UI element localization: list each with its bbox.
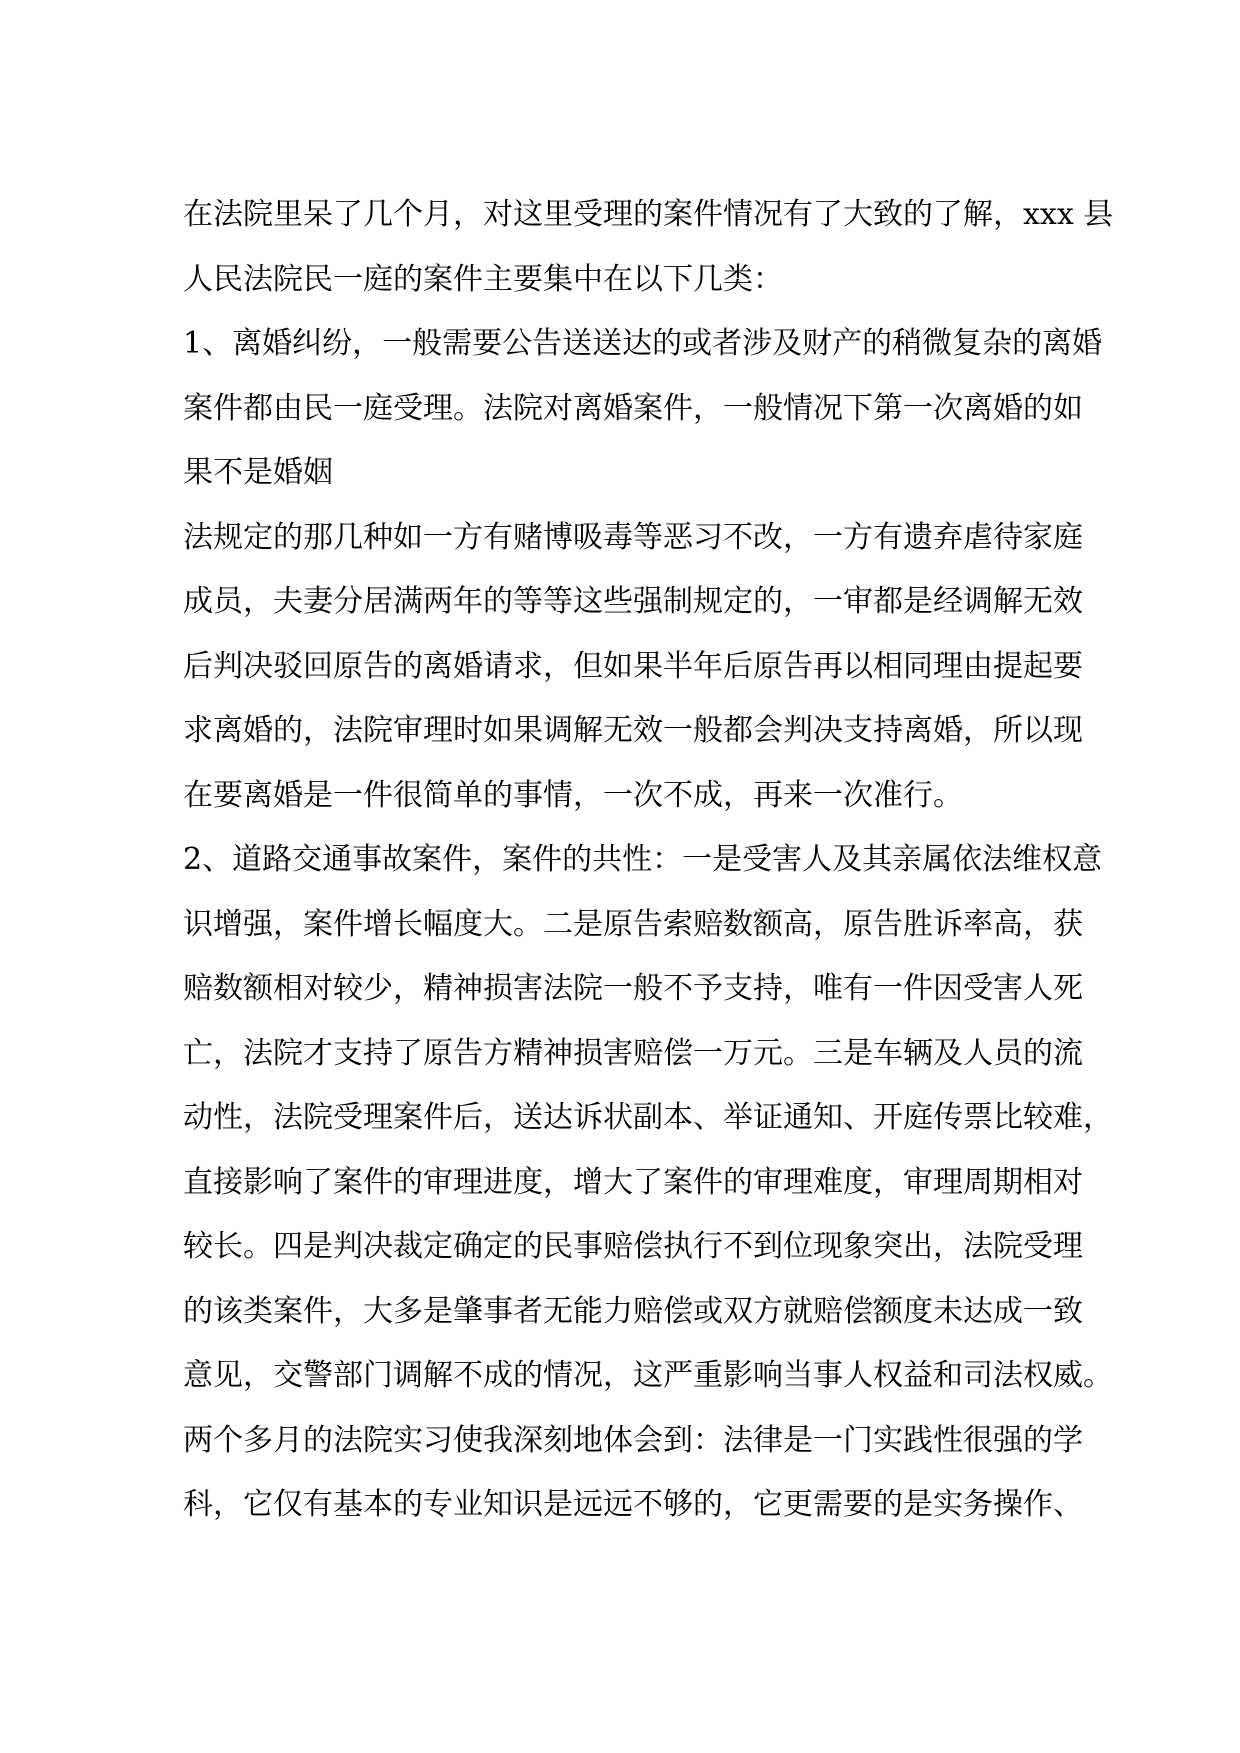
text-line: 科，它仅有基本的专业知识是远远不够的，它更需要的是实务操作、: [183, 1487, 1083, 1522]
text-line: 成员，夫妻分居满两年的等等这些强制规定的，一审都是经调解无效: [183, 584, 1083, 619]
text-line: 案件都由民一庭受理。法院对离婚案件，一般情况下第一次离婚的如: [183, 390, 1083, 426]
text-line: 识增强，案件增长幅度大。二是原告索赔数额高，原告胜诉率高，获: [183, 906, 1083, 942]
text-line: 在要离婚是一件很简单的事情，一次不成，再来一次准行。: [183, 777, 963, 813]
text-line: 动性，法院受理案件后，送达诉状副本、举证通知、开庭传票比较难，: [183, 1100, 1113, 1135]
text-line: 赔数额相对较少，精神损害法院一般不予支持，唯有一件因受害人死: [183, 971, 1083, 1006]
text-line: 求离婚的，法院审理时如果调解无效一般都会判决支持离婚，所以现: [183, 713, 1083, 748]
text-line: 人民法院民一庭的案件主要集中在以下几类：: [183, 261, 783, 297]
text-line: 法规定的那几种如一方有赌博吸毒等恶习不改，一方有遗弃虐待家庭: [183, 519, 1083, 555]
text-line: 直接影响了案件的审理进度，增大了案件的审理难度，审理周期相对: [183, 1164, 1083, 1200]
text-line: 后判决驳回原告的离婚请求，但如果半年后原告再以相同理由提起要: [183, 648, 1083, 684]
text-line: 意见，交警部门调解不成的情况，这严重影响当事人权益和司法权威。: [183, 1358, 1113, 1393]
text-line: 果不是婚姻: [183, 455, 333, 490]
text-line: 亡，法院才支持了原告方精神损害赔偿一万元。三是车辆及人员的流: [183, 1035, 1083, 1071]
body-text: [183, 183, 1114, 1538]
text-line: 2、道路交通事故案件，案件的共性：一是受害人及其亲属依法维权意: [183, 842, 1103, 877]
text-line: 在法院里呆了几个月，对这里受理的案件情况有了大致的了解，xxx 县: [183, 197, 1114, 232]
text-line: 两个多月的法院实习使我深刻地体会到：法律是一门实践性很强的学: [183, 1422, 1083, 1458]
text-line: 较长。四是判决裁定确定的民事赔偿执行不到位现象突出，法院受理: [183, 1229, 1083, 1264]
text-line: 1、离婚纠纷，一般需要公告送送达的或者涉及财产的稍微复杂的离婚: [183, 326, 1103, 361]
text-line: 的该类案件，大多是肇事者无能力赔偿或双方就赔偿额度未达成一致: [183, 1293, 1083, 1329]
